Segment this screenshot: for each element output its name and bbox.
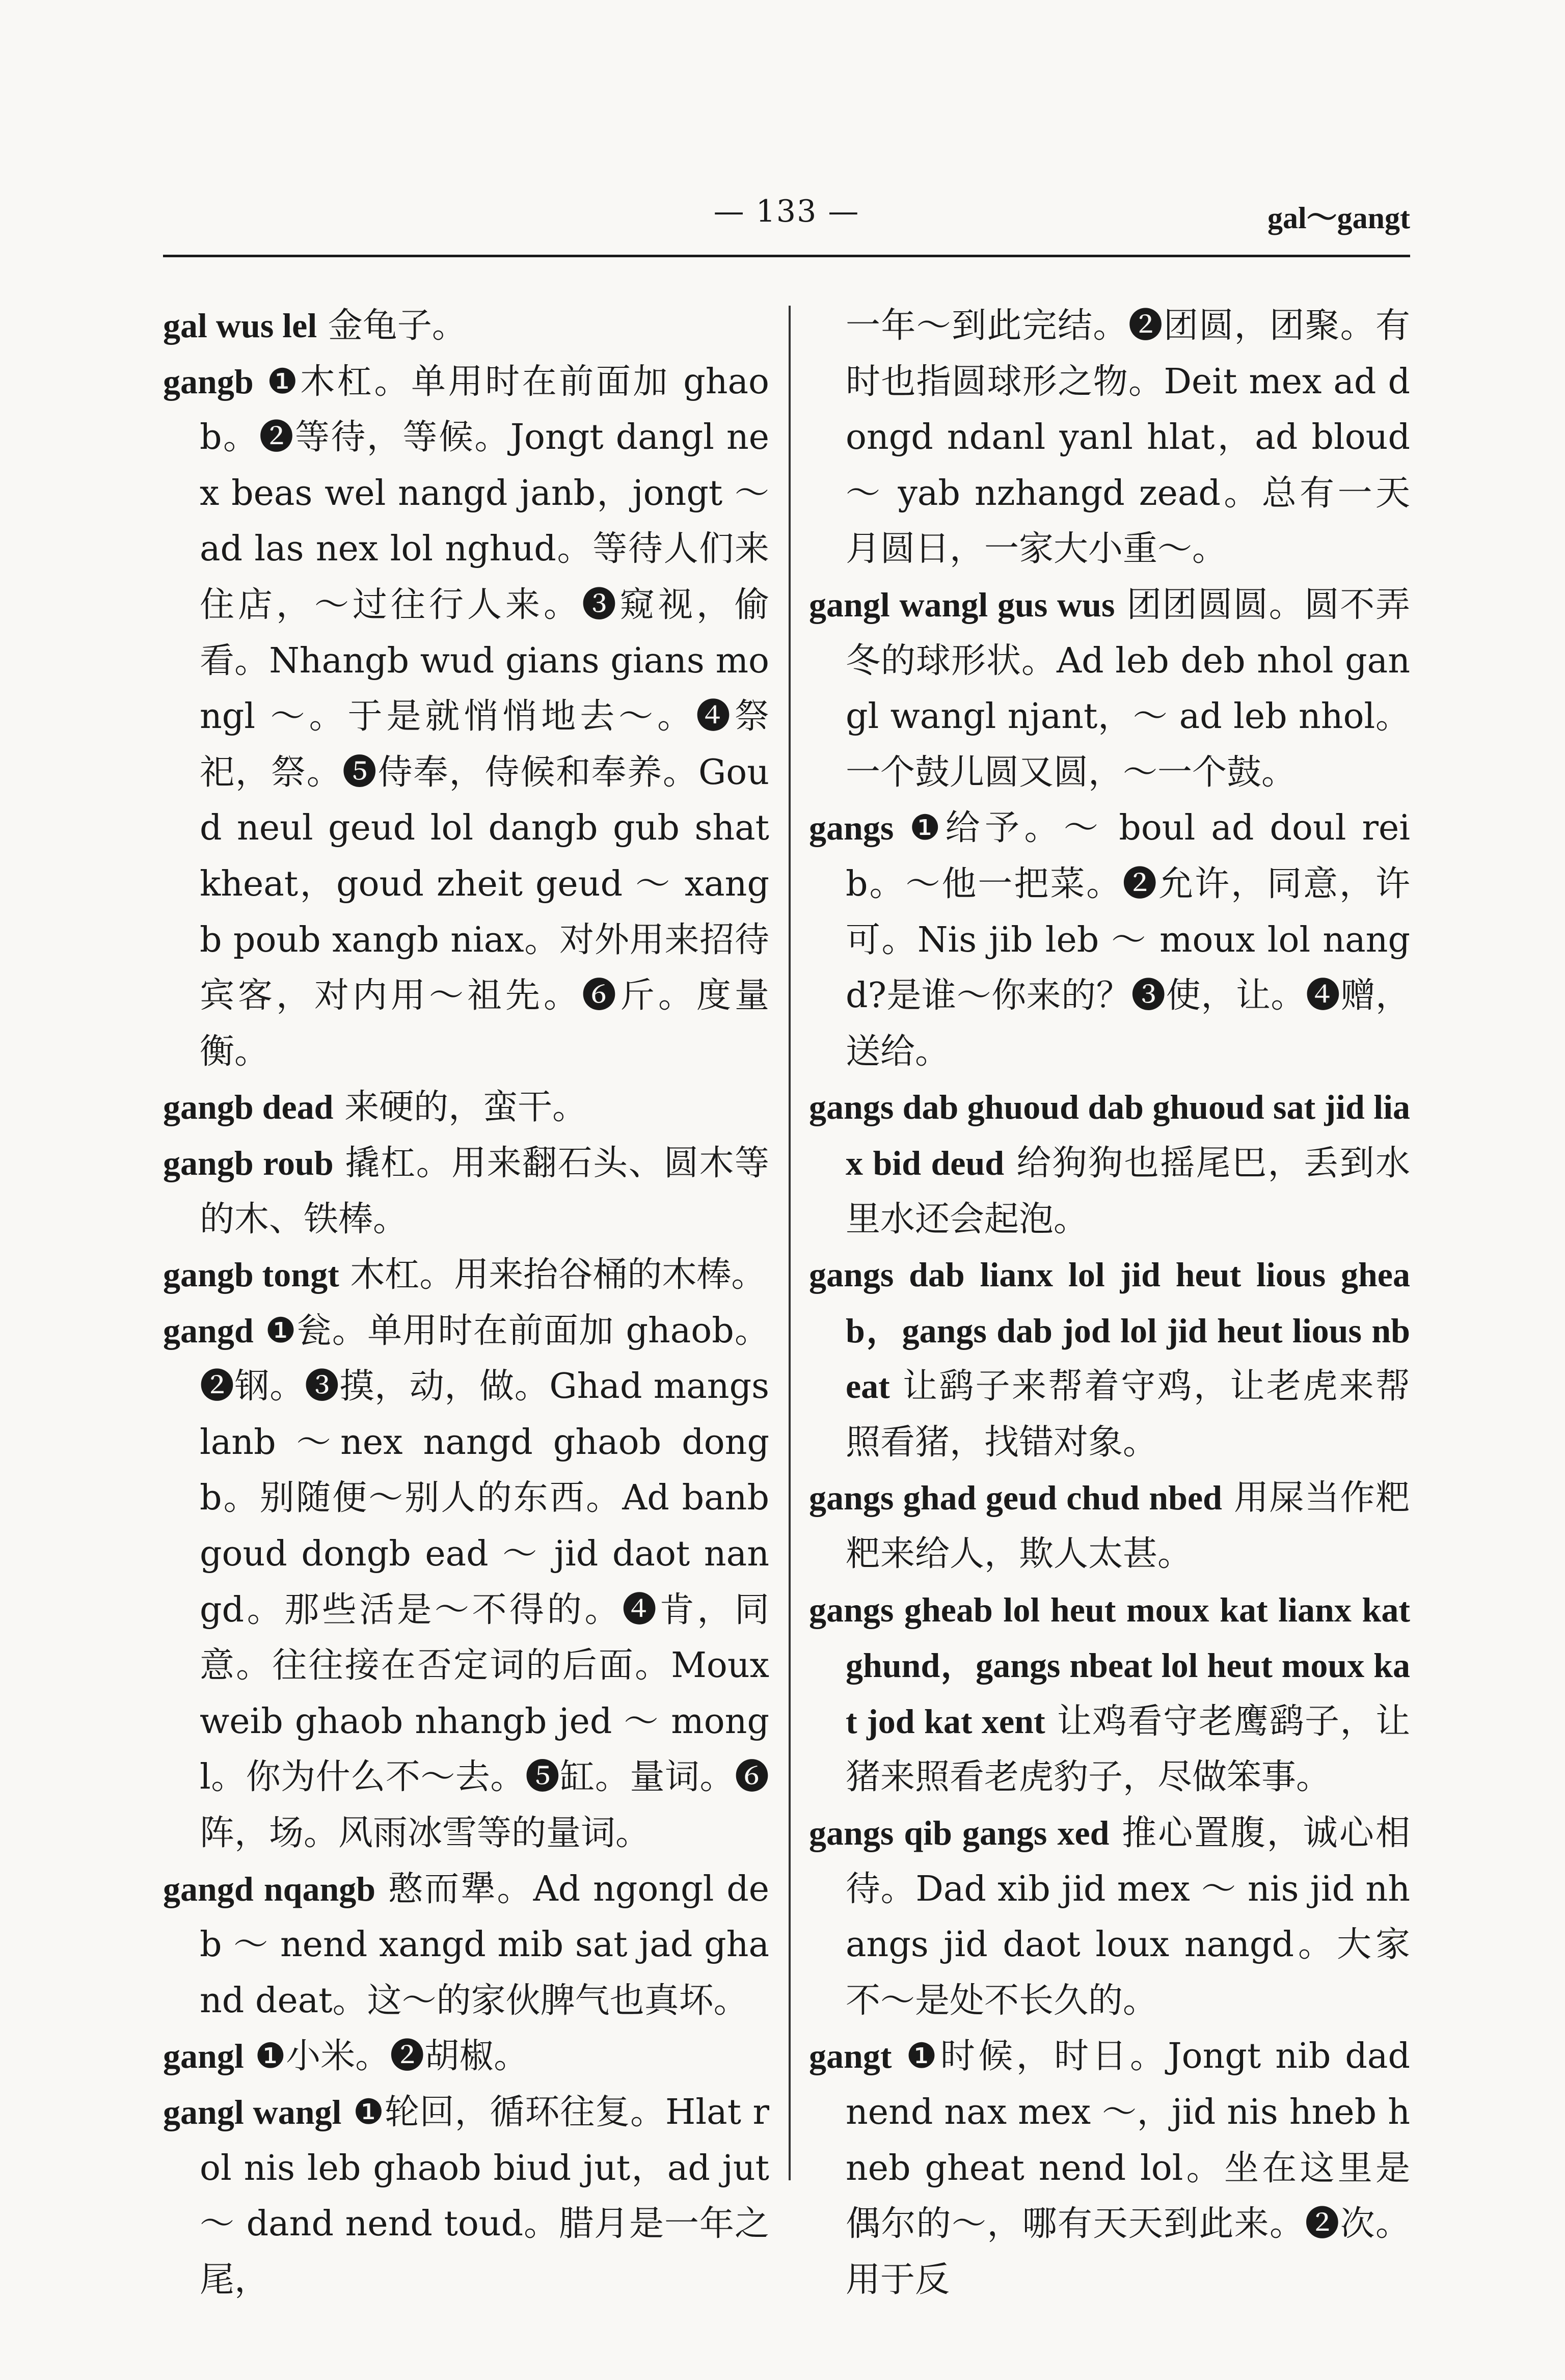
definition: 憨而犟。Ad ngongl deb ～ nend xangd mib sat jad ghand deat。这～的家伙脾气也真坏。 <box>200 1869 769 2021</box>
left-column <box>163 298 769 2308</box>
headword: gangs dab ghuoud dab ghuoud sat jid liax bid deud <box>809 1088 1410 1182</box>
dictionary-entry <box>163 354 769 1080</box>
definition: ❶瓮。单用时在前面加 ghaob。❷钢。❸摸，动，做。Ghad mangs lanb ～nex nangd ghaob dongb。别随便～别人的东西。Ad banb goud dongb ead ～ jid daot nangd。那些活是～不得的。❹肯，同意。往往接在否定词的后面。Moux weib ghaob nhangb jed ～ mongl。你为什么不～去。❺缸。量词。❻阵，场。风雨冰雪等的量词。 <box>200 1310 769 1854</box>
dictionary-entry <box>163 2085 769 2308</box>
dictionary-entry <box>163 1135 769 1247</box>
definition: 给狗狗也摇尾巴，丢到水里水还会起泡。 <box>846 1143 1410 1239</box>
dictionary-entry <box>809 1079 1410 1247</box>
column-divider <box>789 306 791 2180</box>
headword: gangb dead <box>163 1088 334 1127</box>
headword: gangb <box>163 362 254 401</box>
definition: 金龟子。 <box>317 306 467 346</box>
headword: gangs qib gangs xed <box>809 1814 1110 1853</box>
definition: 团团圆圆。圆不弄冬的球形状。Ad leb deb nhol gangl wangl njant，～ ad leb nhol。一个鼓儿圆又圆，～一个鼓。 <box>846 584 1410 793</box>
headword: gangs ghad geud chud nbed <box>809 1478 1222 1518</box>
headword: gangd <box>163 1311 254 1350</box>
guide-words: gal～gangt <box>1267 201 1410 235</box>
definition: 让鸡看守老鹰鹞子，让猪来照看老虎豹子，尽做笨事。 <box>846 1701 1410 1798</box>
headword: gangd nqangb <box>163 1869 376 1908</box>
dictionary-entry <box>809 1582 1410 1805</box>
definition: ❶轮回，循环往复。Hlat rol nis leb ghaob biud jut，ad jut ～ dand nend toud。腊月是一年之尾， <box>200 2092 769 2300</box>
headword: gangl wangl gus wus <box>809 585 1115 624</box>
definition: ❶给予。～ boul ad doul reib。～他一把菜。❷允许，同意，许可。Nis jib leb ～ moux lol nangd?是谁～你来的？❸使，让。❹赠，送给。 <box>846 808 1410 1072</box>
headword: gangl wangl <box>163 2093 342 2131</box>
definition: ❶小米。❷胡椒。 <box>244 2036 529 2077</box>
dictionary-entry <box>163 1303 769 1861</box>
definition: 一年～到此完结。❷团圆，团聚。有时也指圆球形之物。Deit mex ad dongd ndanl yanl hlat，ad bloud ～ yab nzhangd zead。总有一天月圆日，一家大小重～。 <box>846 306 1410 570</box>
definition: ❶木杠。单用时在前面加 ghaob。❷等待，等候。Jongt dangl nex beas wel nangd janb，jongt ～ ad las nex lol nghud。等待人们来住店，～过往行人来。❸窥视，偷看。Nhangb wud gians gians mongl ～。于是就悄悄地去～。❹祭祀，祭。❺侍奉，侍候和奉养。Goud neul geud lol dangb gub shat kheat，goud zheit geud ～ xangb poub xangb niax。对外用来招待宾客，对内用～祖先。❻斤。度量衡。 <box>200 361 769 1072</box>
page-number: — 133 — <box>713 194 860 229</box>
headword: gangt <box>809 2037 892 2076</box>
header-rule <box>163 255 1410 257</box>
definition: ❶时候，时日。Jongt nib dad nend nax mex ～，jid nis hneb hneb gheat nend lol。坐在这里是偶尔的～，哪有天天到此来。❷次。用于反 <box>846 2036 1410 2300</box>
dictionary-entry <box>163 2029 769 2085</box>
headword: gangs gheab lol heut moux kat lianx kat ghund，gangs nbeat lol heut moux kat jod kat xent <box>809 1590 1410 1741</box>
dictionary-entry <box>809 1805 1410 2029</box>
page-header <box>163 194 1410 255</box>
dictionary-entry-continued <box>809 298 1410 577</box>
definition: 让鹞子来帮着守鸡，让老虎来帮照看猪，找错对象。 <box>846 1366 1410 1463</box>
definition: 推心置腹，诚心相待。Dad xib jid mex ～ nis jid nhangs jid daot loux nangd。大家不～是处不长久的。 <box>846 1813 1411 2021</box>
dictionary-entry <box>809 800 1410 1079</box>
dictionary-entry <box>163 1861 769 2029</box>
dictionary-entry <box>809 577 1410 800</box>
dictionary-entry <box>163 1247 769 1303</box>
headword: gangl <box>163 2037 244 2076</box>
headword: gal wus lel <box>163 306 317 345</box>
dictionary-entry <box>809 1470 1410 1582</box>
headword: gangs <box>809 808 894 848</box>
definition: 用屎当作粑粑来给人，欺人太甚。 <box>846 1478 1410 1575</box>
headword: gangb roub <box>163 1143 334 1182</box>
definition: 来硬的，蛮干。 <box>333 1087 587 1128</box>
right-column <box>809 298 1410 2308</box>
dictionary-entry <box>163 1079 769 1135</box>
headword: gangs dab lianx lol jid heut lious gheab，gangs dab jod lol jid heut lious nbeat <box>809 1255 1410 1406</box>
dictionary-entry <box>809 1247 1410 1470</box>
dictionary-entry <box>163 298 769 354</box>
dictionary-entry <box>809 2029 1410 2308</box>
definition: 撬杠。用来翻石头、圆木等的木、铁棒。 <box>200 1143 769 1239</box>
headword: gangb tongt <box>163 1255 339 1294</box>
definition: 木杠。用来抬谷桶的木棒。 <box>339 1255 766 1295</box>
